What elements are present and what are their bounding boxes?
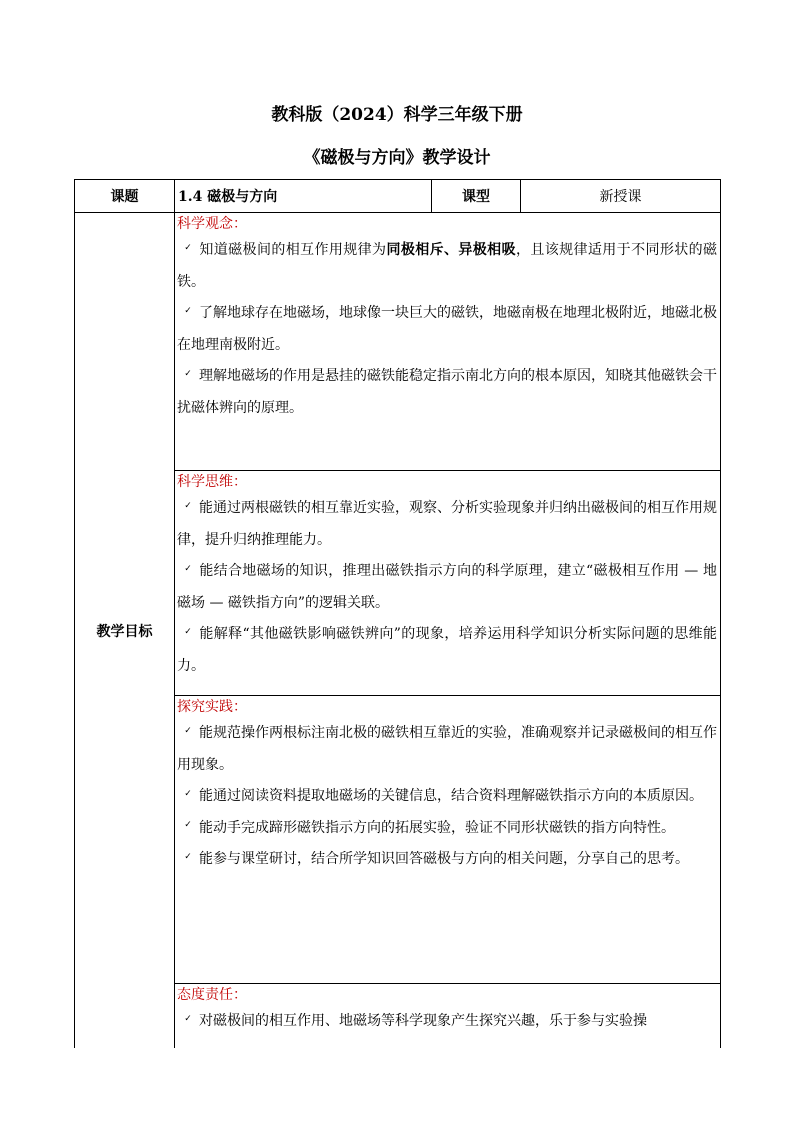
list-item: ✓ 理解地磁场的作用是悬挂的磁铁能稳定指示南北方向的根本原因，知晓其他磁铁会干扰磁体辨向的原理。 (177, 368, 717, 416)
list-item: ✓ 对磁极间的相互作用、地磁场等科学现象产生探究兴趣，乐于参与实验操 (177, 1006, 717, 1038)
checkmark-icon: ✓ (184, 725, 192, 736)
section-cell (175, 471, 721, 696)
section-cell (175, 213, 721, 471)
checkmark-icon: ✓ (184, 1013, 192, 1024)
list-item: ✓ 能规范操作两根标注南北极的磁铁相互靠近的实验，准确观察并记录磁极间的相互作用现象。 (177, 725, 717, 773)
topic-label: 课题 (75, 180, 175, 213)
section-title: 科学思维： (177, 474, 247, 490)
checkmark-icon: ✓ (184, 820, 192, 830)
list-item: ✓ 能动手完成蹄形磁铁指示方向的拓展实验，验证不同形状磁铁的指方向特性。 (177, 813, 717, 845)
type-label: 课型 (432, 180, 521, 213)
section-title: 探究实践： (177, 699, 247, 715)
list-item: ✓ 能结合地磁场的知识，推理出磁铁指示方向的科学原理，建立“磁极相互作用 — 地磁场 — 磁铁指方向”的逻辑关联。 (177, 563, 717, 611)
checkmark-icon: ✓ (184, 626, 192, 637)
checkmark-icon: ✓ (184, 368, 192, 379)
checkmark-icon: ✓ (184, 851, 192, 862)
section-cell (175, 984, 721, 1049)
lesson-title: 《磁极与方向》教学设计 (303, 148, 491, 168)
list-item: ✓ 能参与课堂研讨，结合所学知识回答磁极与方向的相关问题，分享自己的思考。 (177, 844, 717, 876)
document-title: 教科版（2024）科学三年级下册 (271, 105, 523, 125)
list-item: ✓ 了解地球存在地磁场，地球像一块巨大的磁铁，地磁南极在地理北极附近，地磁北极在地理南极附近。 (177, 305, 717, 353)
section-title: 态度责任： (177, 987, 247, 1003)
list-item: ✓ 能通过阅读资料提取地磁场的关键信息，结合资料理解磁铁指示方向的本质原因。 (177, 781, 717, 813)
lesson-design-table (74, 179, 721, 1048)
checkmark-icon: ✓ (184, 788, 192, 799)
checkmark-icon: ✓ (184, 563, 192, 574)
list-item: ✓ 能解释“其他磁铁影响磁铁辨向”的现象，培养运用科学知识分析实际问题的思维能力。 (177, 626, 717, 674)
checkmark-icon: ✓ (184, 500, 192, 511)
checkmark-icon: ✓ (184, 305, 192, 316)
header-row (75, 180, 721, 213)
list-item: ✓ 知道磁极间的相互作用规律为同极相斥、异极相吸，且该规律适用于不同形状的磁铁。 (177, 242, 718, 290)
section-cell (175, 696, 721, 984)
type-value: 新授课 (521, 180, 721, 213)
topic-value: 1.4 磁极与方向 (175, 180, 432, 213)
teaching-goals-label: 教学目标 (75, 213, 175, 1049)
list-item: ✓ 能通过两根磁铁的相互靠近实验，观察、分析实验现象并归纳出磁极间的相互作用规律，提升归纳推理能力。 (177, 500, 717, 548)
section-science-concept (75, 213, 721, 471)
section-title: 科学观念： (177, 216, 247, 232)
checkmark-icon: ✓ (184, 242, 192, 253)
